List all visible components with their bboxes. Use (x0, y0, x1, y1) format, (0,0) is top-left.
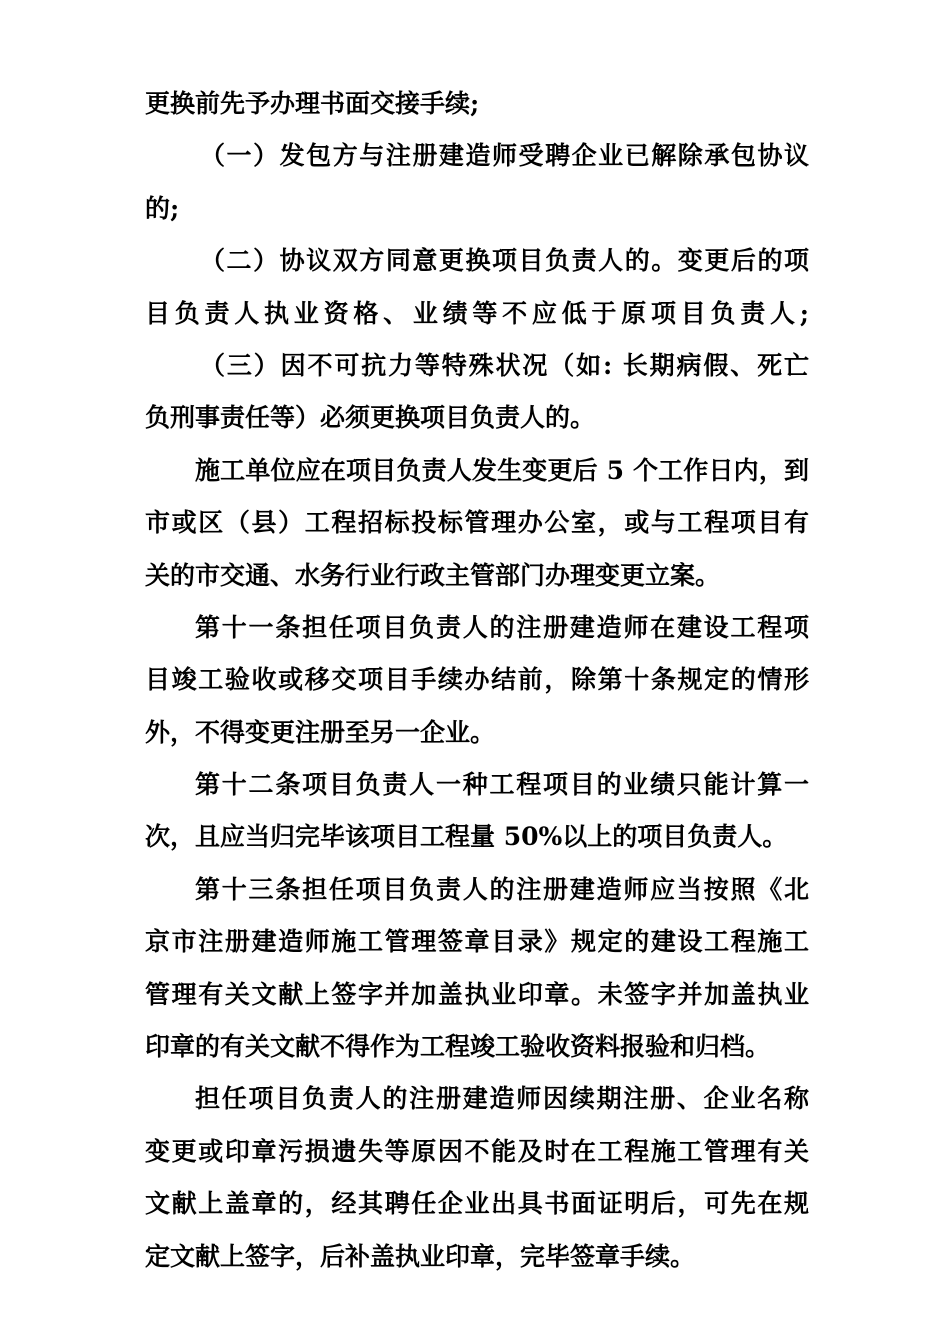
text-line: 的; (145, 193, 180, 223)
text-line: （二）协议双方同意更换项目负责人的。变更后的项 (200, 246, 809, 276)
text-line: 市或区（县）工程招标投标管理办公室，或与工程项目有 (145, 508, 809, 538)
text-line: 施工单位应在项目负责人发生变更后 5 个工作日内，到 (195, 455, 809, 485)
text-line: 变更或印章污损遗失等原因不能及时在工程施工管理有关 (145, 1136, 809, 1166)
text-line: 负刑事责任等）必须更换项目负责人的。 (145, 403, 596, 433)
text-line: 第十二条项目负责人一种工程项目的业绩只能计算一 (195, 770, 809, 800)
text-line: 管理有关文献上签字并加盖执业印章。未签字并加盖执业 (145, 979, 809, 1009)
text-line: 次，且应当归完毕该项目工程量 50%以上的项目负责人。 (145, 822, 788, 852)
text-line: （一）发包方与注册建造师受聘企业已解除承包协议 (200, 141, 809, 171)
text-line: （三）因不可抗力等特殊状况（如: 长期病假、死亡 (200, 350, 809, 380)
text-line: 印章的有关文献不得作为工程竣工验收资料报验和归档。 (145, 1032, 771, 1062)
text-line: 更换前先予办理书面交接手续; (145, 89, 480, 118)
text-line: 关的市交通、水务行业行政主管部门办理变更立案。 (145, 560, 721, 590)
text-line: 目竣工验收或移交项目手续办结前，除第十条规定的情形 (145, 665, 809, 695)
document-body (145, 78, 809, 1283)
text-line: 目负责人执业资格、业绩等不应低于原项目负责人; (145, 298, 809, 328)
text-line: 第十三条担任项目负责人的注册建造师应当按照《北 (195, 874, 809, 904)
text-line: 文献上盖章的，经其聘任企业出具书面证明后，可先在规 (145, 1189, 809, 1219)
text-line: 定文献上签字，后补盖执业印章，完毕签章手续。 (145, 1241, 696, 1271)
text-line: 外，不得变更注册至另一企业。 (145, 717, 496, 747)
text-line: 担任项目负责人的注册建造师因续期注册、企业名称 (195, 1084, 809, 1114)
text-line: 京市注册建造师施工管理签章目录》规定的建设工程施工 (145, 927, 809, 957)
text-line: 第十一条担任项目负责人的注册建造师在建设工程项 (195, 612, 809, 642)
